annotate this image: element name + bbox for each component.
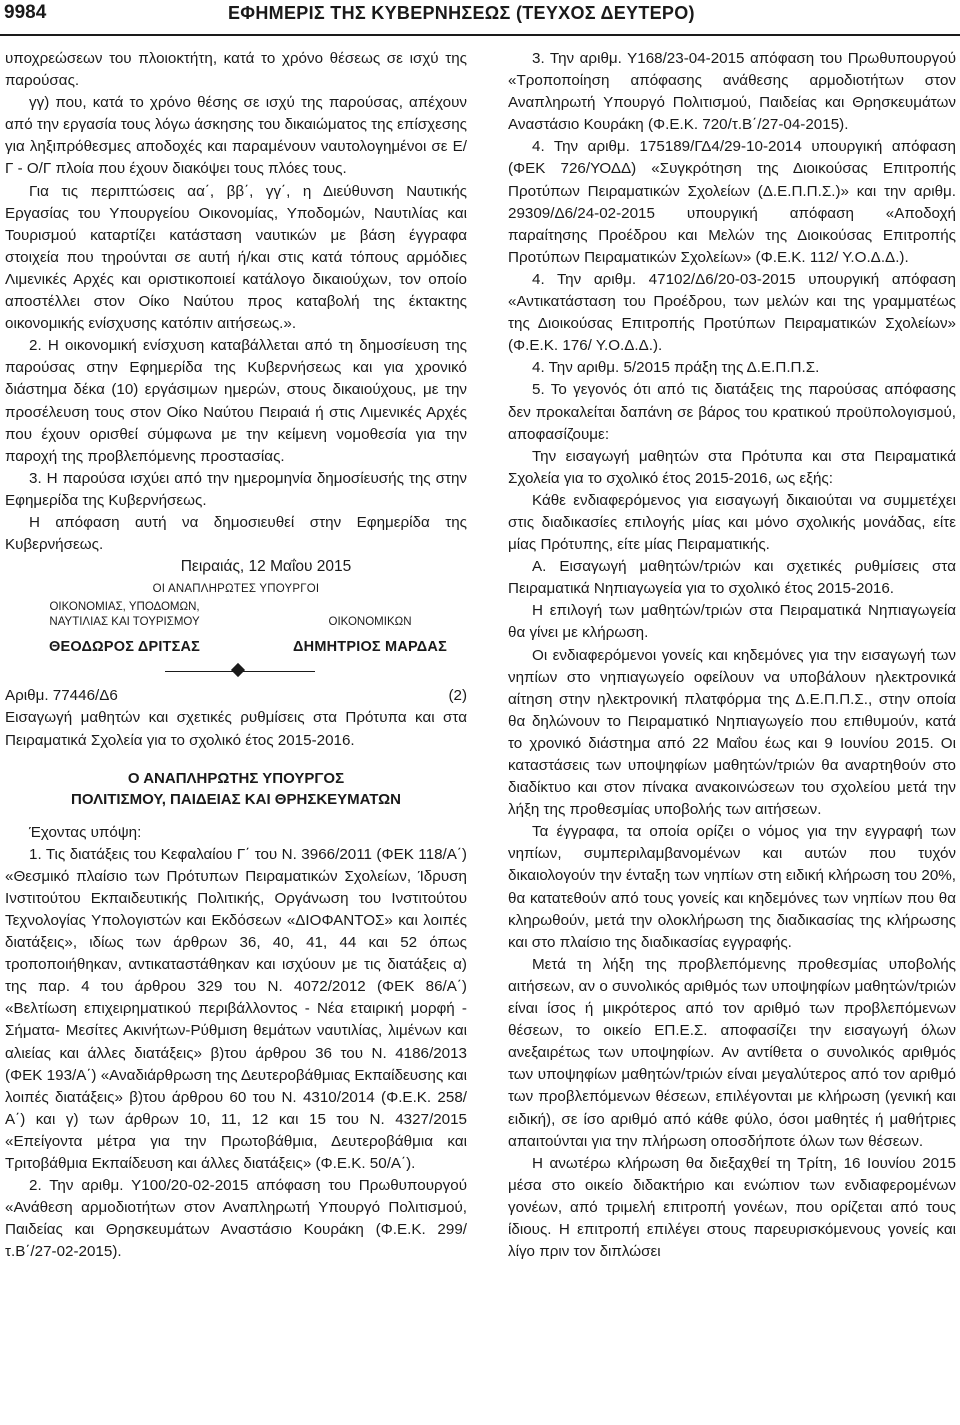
paragraph: 1. Τις διατάξεις του Κεφαλαίου Γ΄ του Ν. 3966/2011 (ΦΕΚ 118/Α΄) «Θεσμικό πλαίσιο των Πρότυπων Πειραματικών Σχολείων, Ίδρυση Ινστιτούτου Εκπαιδευτικής Πολιτικής, Οργάνωση του Ινστιτούτου Τεχνολογίας Υπολογιστών και Εκδόσεων «ΔΙΟΦΑΝΤΟΣ» και λοιπές διατάξεις», ιδίως των άρθρων 36, 40, 41, 44 και 52 όπως τροποποιήθηκαν, αντικαταστάθηκαν και ισχύουν με τις διατάξεις α) της παρ. 4 του άρθρου 329 του Ν. 4072/2012 (ΦΕΚ 86/Α΄) «Βελτίωση επιχειρηματικού περιβάλλοντος - Νέα εταιρική μορφή - Σήματα- Μεσίτες Ακινήτων-Ρύθμιση θεμάτων ναυτιλίας, λιμένων και αλιείας και άλλες διατάξεις» β)του άρθρου 36 του Ν. 4186/2013 (ΦΕΚ 193/Α΄) «Αναδιάρθρωση της Δευτεροβάθμιας Εκπαίδευσης και λοιπές διατάξεις» β)του άρθρου 60 του Ν. 4310/2014 (Φ.Ε.Κ. 258/Α΄) και γ) των άρθρων 10, 11, 12 και 15 του Ν. 4327/2015 «Επείγοντα μέτρα για την Πρωτοβάθμια, Δευτεροβάθμια και Τριτοβάθμια Εκπαίδευση και άλλες διατάξεις» (Φ.Ε.Κ. 50/Α΄). [5,845,467,1173]
paragraph: 4. Την αριθμ. 5/2015 πράξη της Δ.Ε.Π.Π.Σ. [532,359,820,377]
decision-number: Αριθμ. 77446/Δ6 [5,687,118,705]
minister-heading [5,768,467,810]
paragraph: 3. Την αριθμ. Υ168/23-04-2015 απόφαση του Πρωθυπουργού «Τροποποίηση απόφασης ανάθεσης αρμοδιοτήτων στον Αναπληρωτή Υπουργό Πολιτισμού, Παιδείας και Θρησκευμάτων Αναστάσιο Κουράκη (Φ.Ε.Κ. 720/τ.Β΄/27-04-2015). [508,50,956,134]
ministers-signatures [5,600,467,655]
place-date: Πειραιάς, 12 Μαΐου 2015 [180,558,352,576]
right-column [508,48,956,1263]
page-number: 9984 [4,2,47,23]
journal-title: ΕΦΗΜΕΡΙΣ ΤΗΣ ΚΥΒΕΡΝΗΣΕΩΣ (ΤΕΥΧΟΣ ΔΕΥΤΕΡΟ) [228,3,695,23]
paragraph: Μετά τη λήξη της προβλεπόμενης προθεσμίας υποβολής αιτήσεων, αν ο συνολικός αριθμός των υποψηφίων μαθητών/τριών είναι ίσος ή μικρότερος από τον αριθμό των προβλεπόμενων θέσεων, το οικείο ΕΠ.Ε.Σ. αποφασίζει την εισαγωγή όλων ανεξαιρέτως των υποψηφίων. Αν αντίθετα ο συνολικός αριθμός των υποψηφίων μαθητών/τριών είναι μεγαλύτερος από τον αριθμό των προβλεπόμενων θέσεων, επιλέγονται με κλήρωση (γενική και ειδική), σε ίσο αριθμό από κάθε φύλο, όσοι μαθητές ή μαθήτριες απαιτούνται για την πλήρωση οποσδήποτε όλων των θέσεων. [508,955,956,1150]
paragraph: υποχρεώσεων του πλοιοκτήτη, κατά το χρόνο θέσεως σε ισχύ της παρούσας. [5,50,467,90]
paragraph: 4. Την αριθμ. 47102/Δ6/20-03-2015 υπουργική απόφαση «Αντικατάσταση του Προέδρου, των μελών και της γραμματέως της Διοικούσας Επιτροπής Προτύπων Πειραματικών Σχολείων» (Φ.Ε.Κ. 176/ Υ.Ο.Δ.Δ.). [508,270,956,355]
ministry-name: ΝΑΥΤΙΛΙΑΣ ΚΑΙ ΤΟΥΡΙΣΜΟΥ [49,616,200,629]
ministry-name: ΟΙΚΟΝΟΜΙΚΩΝ [328,616,412,629]
paragraph: 4. Την αριθμ. 175189/ΓΔ4/29-10-2014 υπουργική απόφαση (ΦΕΚ 726/ΥΟΔΔ) «Συγκρότηση της Διοικούσας Επιτροπής Προτύπων Πειραματικών Σχολείων (Δ.Ε.Π.Π.Σ.)» και την αριθμ. 29309/Δ6/24-02-2015 υπουργική απόφαση «Αποδοχή παραίτησης Προέδρου και Μελών της Διοικούσας Επιτροπής Προτύπων Πειραματικών Σχολείων» (Φ.Ε.Κ. 112/ Υ.Ο.Δ.Δ.). [508,138,956,266]
decision-header [5,685,467,707]
paragraph: Τα έγγραφα, τα οποία ορίζει ο νόμος για την εγγραφή των νηπίων, συμπεριλαμβανομένων και αυτών που τυχόν δικαιολογούν την ένταξη των νηπίων στη ειδική κλήρωση του 20%, θα κατατεθούν από τους γονείς και κηδεμόνες των νηπίων που θα κληρωθούν, μετά την ολοκλήρωση της διαδικασίας της κλήρωσης και στο πλαίσιο της διαδικασίας εγγραφής. [508,823,956,951]
paragraph: 3. Η παρούσα ισχύει από την ημερομηνία δημοσίευσής της στην Εφημερίδα της Κυβερνήσεως. [5,469,467,509]
minister-signature [293,615,447,655]
paragraph: Για τις περιπτώσεις αα΄, ββ΄, γγ΄, η Διεύθυνση Ναυτικής Εργασίας του Υπουργείου Οικονομίας, Υποδομών, Ναυτιλίας και Τουρισμού καταρτίζει κατάσταση ναυτικών με βάση έγγραφα στοιχεία που τηρούνται σε αυτή ή/και στις κατά τόπους αρμόδιες Λιμενικές Αρχές και οριστικοποιεί κατάλογο δικαιούχων, τον οποίο αποστέλλει στον Οίκο Ναύτου προς καταβολή της έκτακτης οικονομικής ενίσχυσης κατόπιν αιτήσεως.». [5,182,467,333]
decision-subject: Εισαγωγή μαθητών και σχετικές ρυθμίσεις στα Πρότυπα και στα Πειραματικά Σχολεία για το σχολικό έτος 2015-2016. [5,709,467,749]
paragraph: Η απόφαση αυτή να δημοσιευθεί στην Εφημερίδα της Κυβερνήσεως. [5,513,467,554]
paragraph: γγ) που, κατά το χρόνο θέσης σε ισχύ της παρούσας, απέχουν από την εργασία τους λόγω άσκησης του δικαιώματος της επίσχεσης για ληξιπρόθεσμες αποδοχές και παραμένουν ναυτολογημένοι σε Ε/Γ - Ο/Γ πλοία που έχουν διακόψει τους πλόες τους. [5,94,467,178]
having-regard: Έχοντας υπόψη: [29,823,142,841]
ministers-title: ΟΙ ΑΝΑΠΛΗΡΩΤΕΣ ΥΠΟΥΡΓΟΙ [152,583,320,596]
minister-name: ΔΗΜΗΤΡΙΟΣ ΜΑΡΔΑΣ [293,639,447,656]
decision-sequence: (2) [448,687,467,705]
page-header [0,0,960,36]
diamond-icon [231,663,245,677]
minister-signature [49,600,200,655]
section-divider [165,665,315,679]
ministry-name: ΟΙΚΟΝΟΜΙΑΣ, ΥΠΟΔΟΜΩΝ, [49,601,200,614]
paragraph: Οι ενδιαφερόμενοι γονείς και κηδεμόνες για την εισαγωγή των νηπίων στο νηπιαγωγείο οφείλουν να υποβάλουν ηλεκτρονικά αίτηση στην ηλεκτρονική πλατφόρμα της Δ.Ε.Π.Π.Σ., στην οποία θα δηλώνουν το Πειραματικό Νηπιαγωγείο που επιθυμούν, κατά το χρονικό διάστημα από 22 Μαΐου έως και 9 Ιουνίου 2015. Οι καταστάσεις των υποψηφίων μαθητών/τριών θα αναρτηθούν στο διαδίκτυο και στον πίνακα ανακοινώσεων του σχολείου μετά την λήξη της προθεσμίας υποβολής των αιτήσεων. [508,646,956,819]
paragraph: Κάθε ενδιαφερόμενος για εισαγωγή δικαιούται να συμμετέχει στις διαδικασίες επιλογής μίας και μόνο σχολικής μονάδας, είτε μίας Πρότυπης, είτε μίας Πειραματικής. [508,491,956,554]
minister-heading-line: ΠΟΛΙΤΙΣΜΟΥ, ΠΑΙΔΕΙΑΣ ΚΑΙ ΘΡΗΣΚΕΥΜΑΤΩΝ [70,790,401,808]
left-column [5,48,467,1264]
minister-heading-line: Ο ΑΝΑΠΛΗΡΩΤΗΣ ΥΠΟΥΡΓΟΣ [127,769,345,787]
minister-name: ΘΕΟΔΩΡΟΣ ΔΡΙΤΣΑΣ [49,639,201,656]
paragraph: Την εισαγωγή μαθητών στα Πρότυπα και στα Πειραματικά Σχολεία για το σχολικό έτος 2015-2016, ως εξής: [508,447,956,487]
paragraph: 2. Την αριθμ. Υ100/20-02-2015 απόφαση του Πρωθυπουργού «Ανάθεση αρμοδιοτήτων στον Αναπληρωτή Υπουργό Πολιτισμού, Παιδείας και Θρησκευμάτων Αναστάσιο Κουράκη (Φ.Ε.Κ. 299/τ.Β΄/27-02-2015). [5,1177,467,1261]
paragraph: 2. Η οικονομική ενίσχυση καταβάλλεται από τη δημοσίευση της παρούσας στην Εφημερίδα της Κυβερνήσεως και για χρονικό διάστημα δέκα (10) εργάσιμων ημερών, στους δικαιούχους, με την προσέλευση τους στον Οίκο Ναύτου Πειραιά ή στις Λιμενικές Αρχές που έχουν ορισθεί σύμφωνα με την κείμενη νομοθεσία για την παροχή της προβλεπόμενης προστασίας. [5,337,467,465]
paragraph: Η ανωτέρω κλήρωση θα διεξαχθεί τη Τρίτη, 16 Ιουνίου 2015 μέσα στο οικείο διδακτήριο και ενώπιον των ενδιαφερομένων γονέων, από τριμελή επιτροπή γονέων, που ορίζεται από τους ίδιους. Η επιτροπή επιλέγει στους παρευρισκόμενους γονείς και λίγο πριν τον διπλώσει [508,1154,956,1261]
paragraph: Η επιλογή των μαθητών/τριών στα Πειραματικά Νηπιαγωγεία θα γίνει με κλήρωση. [508,602,956,642]
paragraph: 5. Το γεγονός ότι από τις διατάξεις της παρούσας απόφασης δεν προκαλείται δαπάνη σε βάρος του κρατικού προϋπολογισμού, αποφασίζουμε: [508,381,956,443]
paragraph: Α. Εισαγωγή μαθητών/τριών και σχετικές ρυθμίσεις στα Πειραματικά Νηπιαγωγεία για το σχολικό έτος 2015-2016. [508,558,956,598]
